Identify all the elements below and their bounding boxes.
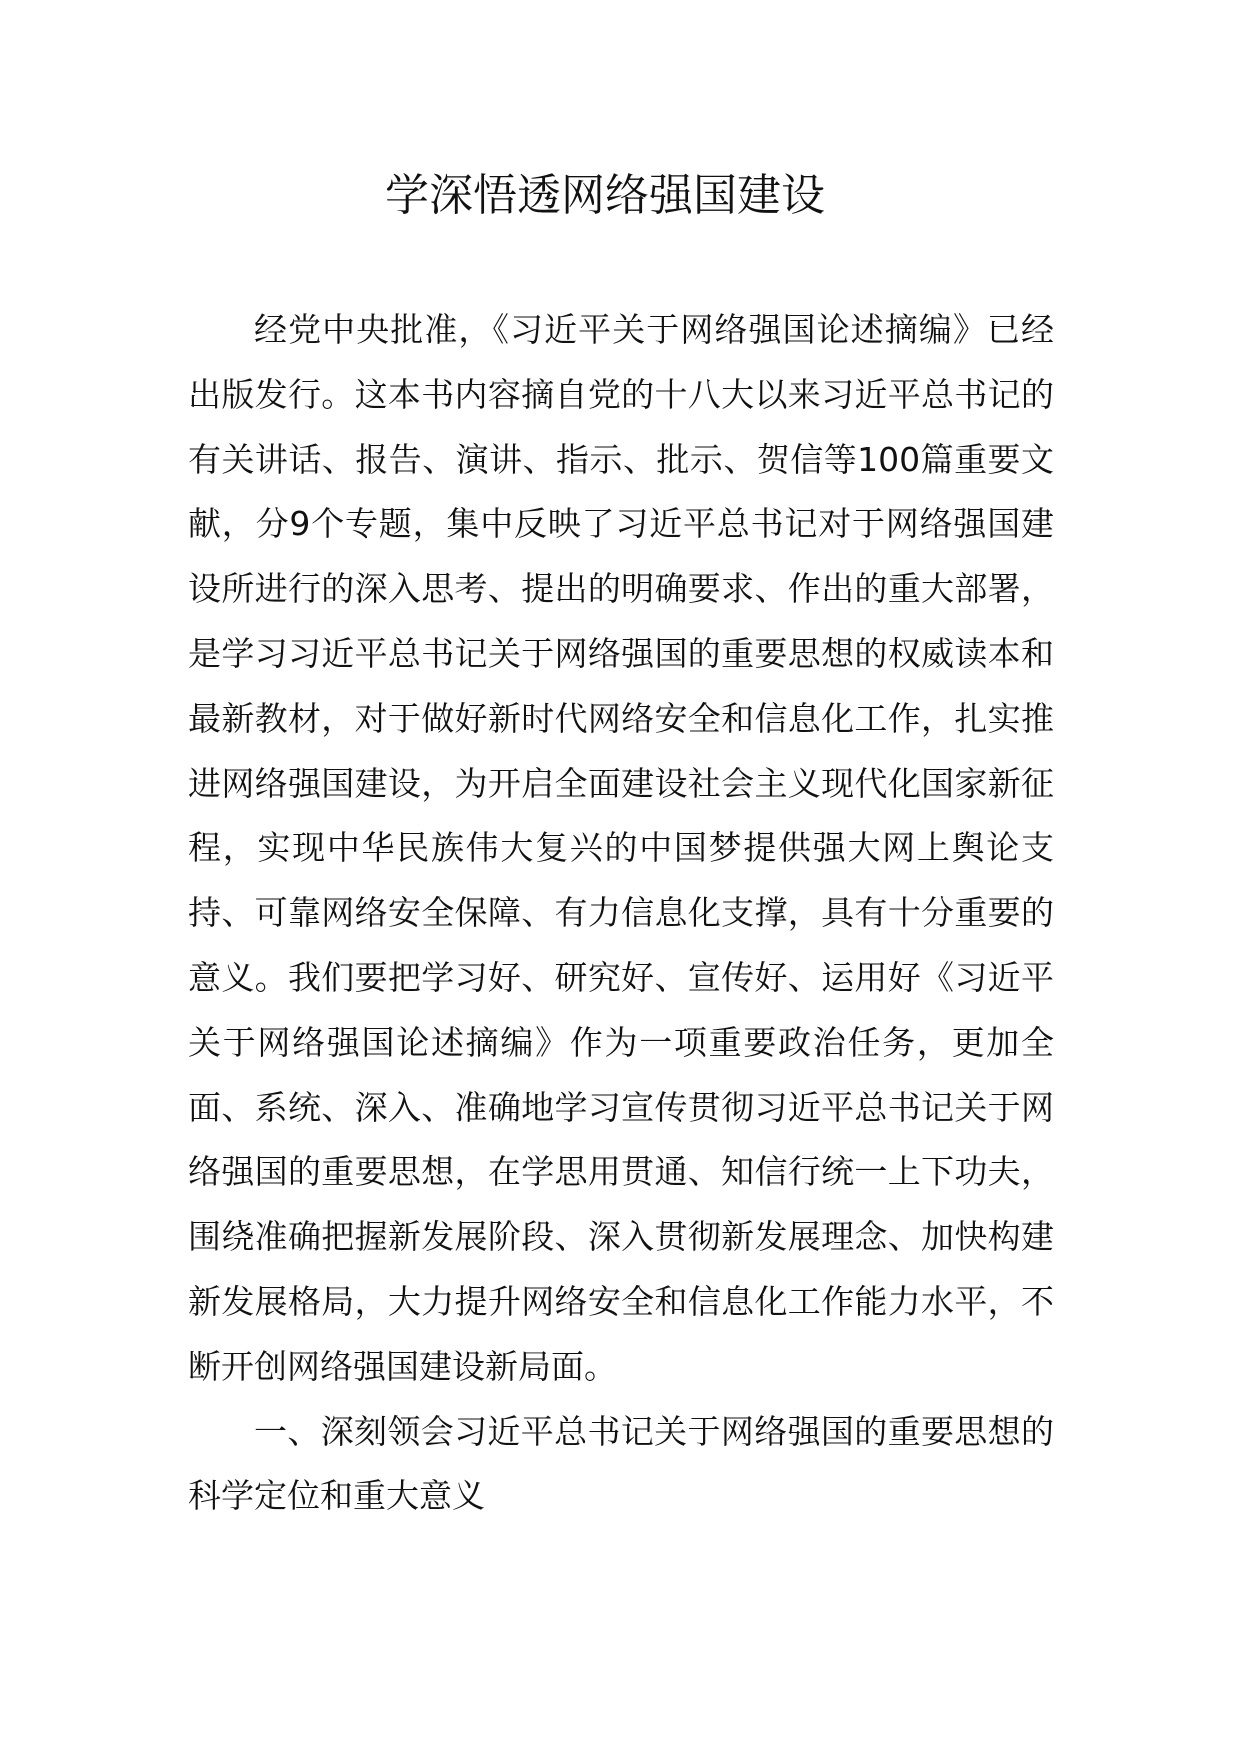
document-title: 学深悟透网络强国建设 — [385, 170, 825, 221]
section-heading: 一、深刻领会习近平总书记关于网络强国的重要思想的科学定位和重大意义 — [188, 1411, 1054, 1516]
body-paragraph: 经党中央批准，《习近平关于网络强国论述摘编》已经出版发行。这本书内容摘自党的十八大以来习近平总书记的有关讲话、报告、演讲、指示、批示、贺信等100篇重要文献，分9个专题，集中反映了习近平总书记对于网络强国建设所进行的深入思考、提出的明确要求、作出的重大部署，是学习习近平总书记关于网络强国的重要思想的权威读本和最新教材，对于做好新时代网络安全和信息化工作，扎实推进网络强国建设，为开启全面建设社会主义现代化国家新征程，实现中华民族伟大复兴的中国梦提供强大网上舆论支持、可靠网络安全保障、有力信息化支撑，具有十分重要的意义。我们要把学习好、研究好、宣传好、运用好《习近平关于网络强国论述摘编》作为一项重要政治任务，更加全面、系统、深入、准确地学习宣传贯彻习近平总书记关于网络强国的重要思想，在学思用贯通、知信行统一上下功夫，围绕准确把握新发展阶段、深入贯彻新发展理念、加快构建新发展格局，大力提升网络安全和信息化工作能力水平，不断开创网络强国建设新局面。 — [188, 310, 1054, 1386]
document-body — [188, 298, 1054, 1529]
